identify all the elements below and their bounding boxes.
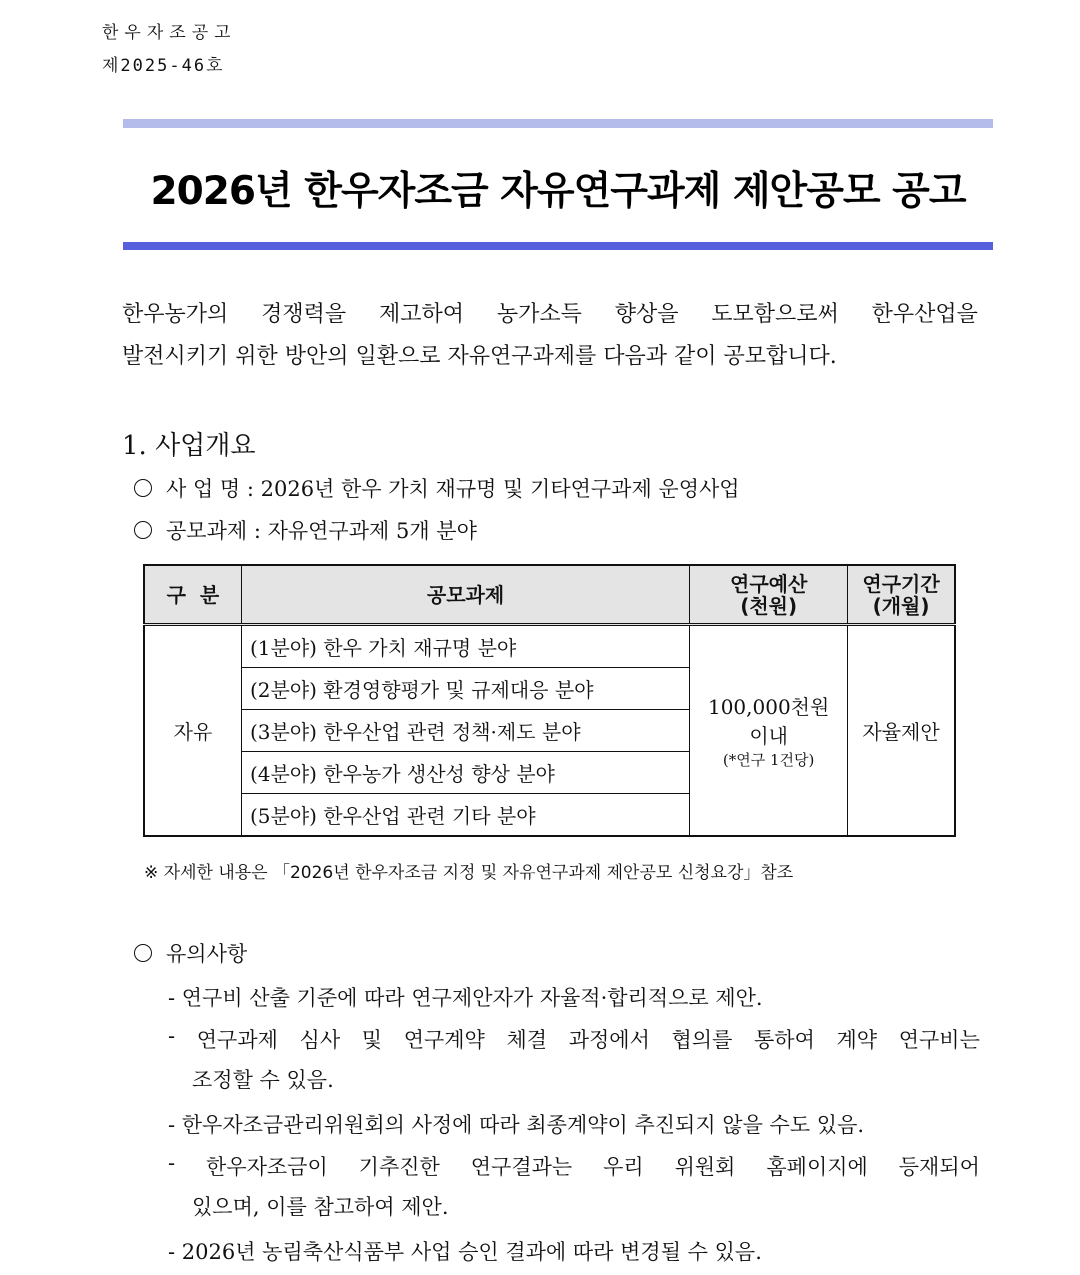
note-word: 한우자조금이 — [206, 1155, 328, 1179]
header-budget-line1: 연구예산 — [730, 571, 808, 596]
note-word: 연구결과는 — [470, 1155, 573, 1179]
title-bottom-rule — [123, 242, 993, 250]
budget-cell — [690, 625, 848, 837]
circle-bullet-icon — [134, 479, 152, 497]
intro-word: 한우농가의 — [122, 302, 229, 327]
intro-line-2: 발전시키기 위한 방안의 일환으로 자유연구과제를 다음과 같이 공모합니다. — [122, 344, 837, 369]
intro-paragraph — [122, 299, 978, 373]
note-word: 연구계약 — [403, 1028, 485, 1052]
intro-word: 향상을 — [614, 302, 679, 327]
note-item-5: - 2026년 농림축산식품부 사업 승인 결과에 따라 변경될 수 있음. — [168, 1240, 762, 1264]
table-row — [144, 625, 955, 668]
note-item-2 — [168, 1024, 980, 1094]
topic-cell: (1분야) 한우 가치 재규명 분야 — [241, 625, 689, 668]
table-note: ※ 자세한 내용은 「2026년 한우자조금 지정 및 자유연구과제 제안공모 신청요강」참조 — [144, 863, 794, 883]
business-name-item — [134, 473, 740, 503]
note-word: 체결 — [506, 1028, 548, 1052]
note-word: 계약 — [836, 1028, 878, 1052]
topic-cell: (3분야) 한우산업 관련 정책·제도 분야 — [241, 710, 689, 752]
budget-note: (*연구 1건당) — [722, 751, 815, 769]
topic-cell: (2분야) 환경영향평가 및 규제대응 분야 — [241, 668, 689, 710]
research-topics-table — [143, 564, 956, 837]
doc-number: 제2025-46호 — [102, 56, 225, 76]
notes-heading: 유의사항 — [166, 942, 248, 966]
note-item-2-line-1 — [168, 1024, 980, 1054]
period-cell: 자율제안 — [848, 625, 955, 837]
note-item-4-line-2: 있으며, 이를 참고하여 제안. — [192, 1195, 449, 1219]
section-heading: 1. 사업개요 — [122, 431, 256, 461]
note-word: 통하여 — [754, 1028, 815, 1052]
title-top-rule — [123, 119, 993, 128]
intro-word: 한우산업을 — [871, 302, 978, 327]
note-word: 과정에서 — [568, 1028, 650, 1052]
header-budget-line2: (천원) — [740, 593, 798, 618]
topic-text: 공모과제 : 자유연구과제 5개 분야 — [166, 519, 477, 543]
header-topic: 공모과제 — [241, 565, 689, 625]
notes-heading-item — [134, 938, 247, 968]
intro-line-1 — [122, 299, 978, 331]
circle-bullet-icon — [134, 521, 152, 539]
topic-item — [134, 515, 477, 545]
note-word: 및 — [361, 1028, 383, 1052]
note-word: 연구비는 — [898, 1028, 980, 1052]
note-word: 위원회 — [674, 1155, 736, 1179]
intro-word: 농가소득 — [496, 302, 582, 327]
page-title: 2026년 한우자조금 자유연구과제 제안공모 공고 — [150, 169, 966, 214]
note-word: 홈페이지에 — [766, 1155, 868, 1179]
header-period — [848, 565, 955, 625]
note-item-1: - 연구비 산출 기준에 따라 연구제안자가 자율적·합리적으로 제안. — [168, 986, 763, 1010]
note-item-4-line-1 — [168, 1151, 980, 1181]
topic-cell: (5분야) 한우산업 관련 기타 분야 — [241, 794, 689, 837]
intro-word: 제고하여 — [378, 302, 464, 327]
note-word: 등재되어 — [898, 1155, 980, 1179]
circle-bullet-icon — [134, 944, 152, 962]
header-budget — [690, 565, 848, 625]
note-word: 우리 — [603, 1155, 644, 1179]
header-period-line1: 연구기간 — [862, 571, 940, 596]
note-item-3: - 한우자조금관리위원회의 사정에 따라 최종계약이 추진되지 않을 수도 있음. — [168, 1113, 865, 1137]
header-category: 구 분 — [144, 565, 241, 625]
category-cell: 자유 — [144, 625, 241, 837]
budget-limit: 이내 — [749, 724, 788, 748]
note-item-2-line-2: 조정할 수 있음. — [192, 1068, 334, 1092]
note-word: 연구과제 — [196, 1028, 278, 1052]
intro-word: 경쟁력을 — [261, 302, 347, 327]
intro-word: 도모함으로써 — [711, 302, 839, 327]
note-word: - — [168, 1024, 176, 1048]
budget-amount: 100,000천원 — [707, 695, 830, 719]
note-word: - — [168, 1151, 176, 1175]
note-word: 심사 — [299, 1028, 341, 1052]
header-period-line2: (개월) — [872, 593, 930, 618]
org-label: 한우자조공고 — [102, 23, 237, 43]
business-name-text: 사 업 명 : 2026년 한우 가치 재규명 및 기타연구과제 운영사업 — [166, 477, 740, 501]
note-word: 협의를 — [671, 1028, 733, 1052]
note-item-4 — [168, 1151, 980, 1221]
topic-cell: (4분야) 한우농가 생산성 향상 분야 — [241, 752, 689, 794]
note-word: 기추진한 — [358, 1155, 440, 1179]
